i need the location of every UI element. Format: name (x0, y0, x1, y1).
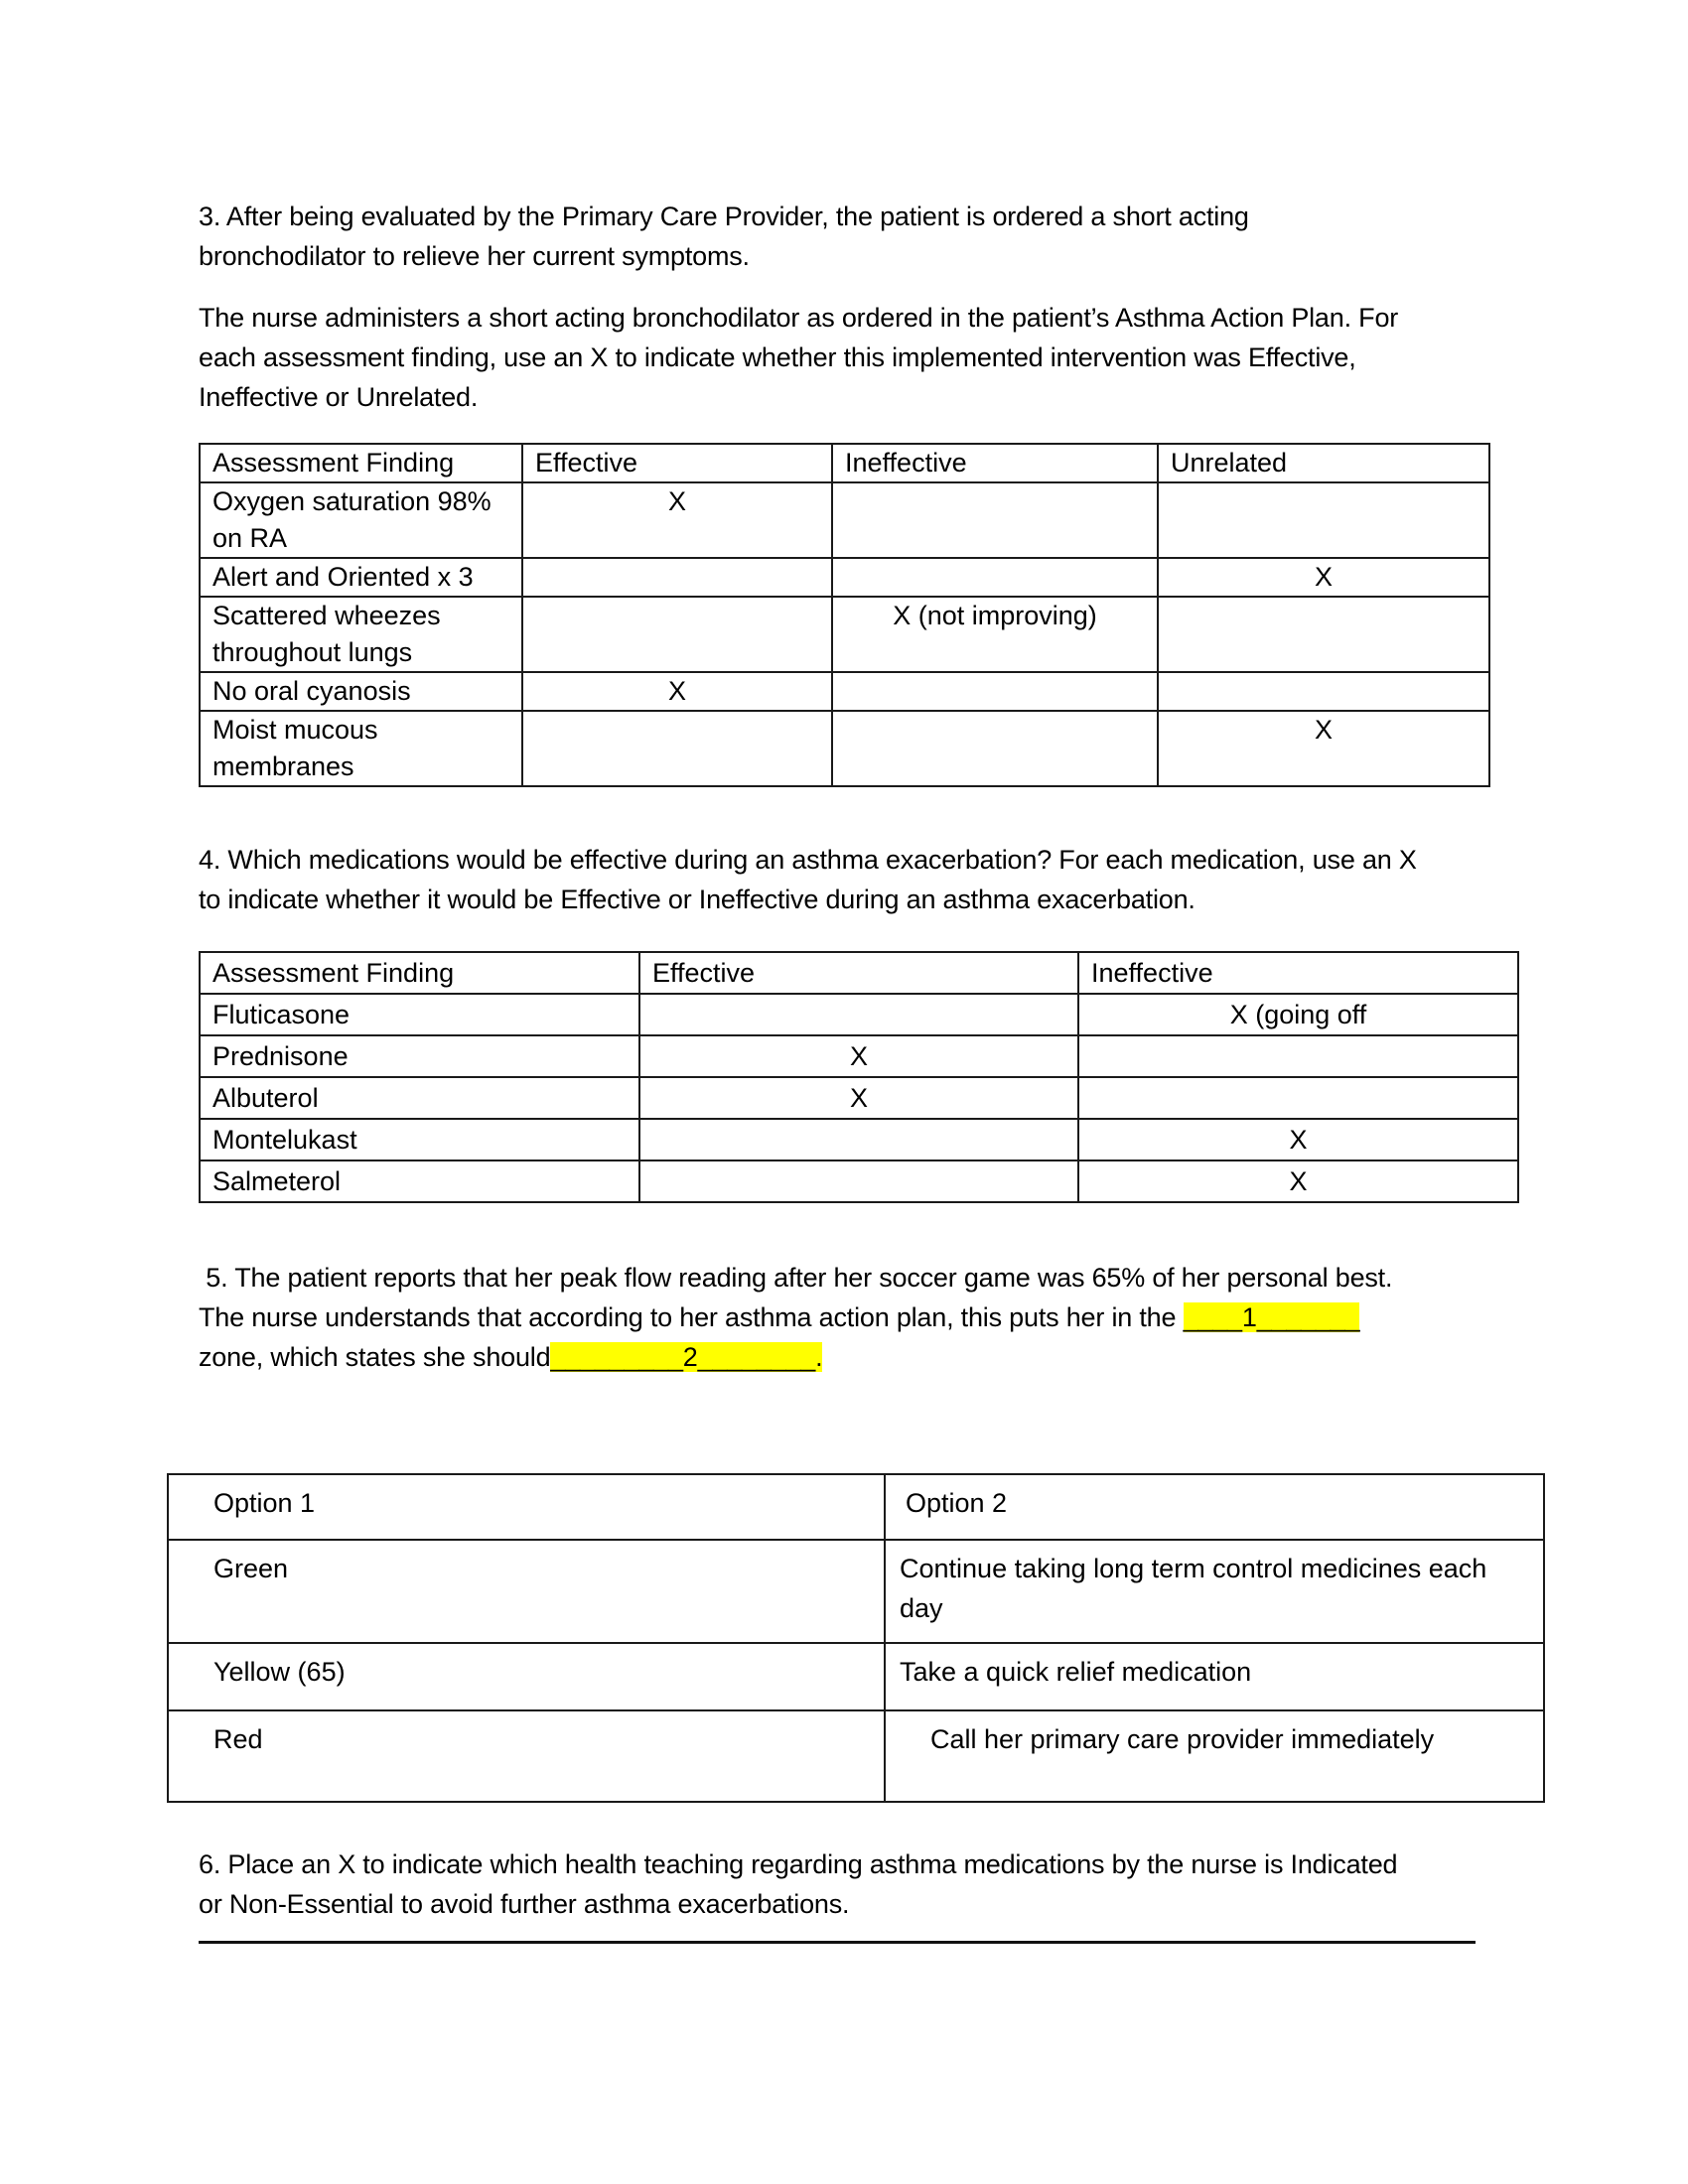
q4-line-2: to indicate whether it would be Effective or Ineffective during an asthma exacerbation. (199, 885, 1196, 914)
header-option-1: Option 1 (168, 1474, 885, 1540)
question-5-prompt (199, 1258, 1509, 1377)
unrelated-cell[interactable] (1158, 482, 1489, 558)
ineffective-cell[interactable] (832, 558, 1158, 597)
header-unrelated: Unrelated (1158, 444, 1489, 482)
table-row (200, 482, 1489, 558)
table-row (200, 1119, 1518, 1160)
ineffective-cell[interactable] (832, 711, 1158, 786)
ineffective-cell[interactable] (1078, 1077, 1518, 1119)
finding-cell: Scattered wheezes throughout lungs (200, 597, 522, 672)
table-row (200, 558, 1489, 597)
question-4-prompt (199, 840, 1509, 919)
unrelated-cell[interactable] (1158, 597, 1489, 672)
q4-line-1: 4. Which medications would be effective during an asthma exacerbation? For each medication, use an X (199, 845, 1417, 875)
q5-line-2 (199, 1297, 1509, 1337)
table-row (200, 597, 1489, 672)
effective-cell[interactable] (639, 1160, 1078, 1202)
option-1-cell[interactable]: Red (168, 1710, 885, 1802)
table-row (168, 1540, 1544, 1643)
effective-cell[interactable]: X (639, 1035, 1078, 1077)
question-3-prompt (199, 197, 1509, 276)
header-assessment-finding: Assessment Finding (200, 952, 639, 994)
ineffective-cell[interactable] (832, 482, 1158, 558)
medication-cell: Salmeterol (200, 1160, 639, 1202)
question-3-instructions (199, 298, 1509, 417)
finding-cell: No oral cyanosis (200, 672, 522, 711)
table-row (168, 1643, 1544, 1710)
medication-table (199, 951, 1519, 1203)
option-2-cell[interactable]: Take a quick relief medication (885, 1643, 1544, 1710)
table-row (200, 1035, 1518, 1077)
table-row (200, 1160, 1518, 1202)
header-effective: Effective (522, 444, 832, 482)
q3-instr-3: Ineffective or Unrelated. (199, 382, 479, 412)
q6-line-2: or Non-Essential to avoid further asthma exacerbations. (199, 1889, 850, 1919)
table-header-row (168, 1474, 1544, 1540)
q5-line-3 (199, 1337, 1509, 1377)
header-ineffective: Ineffective (832, 444, 1158, 482)
finding-cell: Moist mucous membranes (200, 711, 522, 786)
unrelated-cell[interactable] (1158, 672, 1489, 711)
table-row (200, 994, 1518, 1035)
header-assessment-finding: Assessment Finding (200, 444, 522, 482)
blank-1-highlight[interactable]: ____1_______ (1183, 1302, 1360, 1332)
unrelated-cell[interactable]: X (1158, 711, 1489, 786)
effective-cell[interactable] (639, 994, 1078, 1035)
effective-cell[interactable] (522, 558, 832, 597)
table-row (200, 672, 1489, 711)
q3-line-2: bronchodilator to relieve her current symptoms. (199, 241, 750, 271)
header-option-2: Option 2 (885, 1474, 1544, 1540)
effective-cell[interactable]: X (639, 1077, 1078, 1119)
effective-cell[interactable] (639, 1119, 1078, 1160)
option-2-cell[interactable]: Call her primary care provider immediately (885, 1710, 1544, 1802)
blank-2-highlight[interactable]: _________2________. (550, 1342, 823, 1372)
table-row (168, 1710, 1544, 1802)
options-table (167, 1473, 1545, 1803)
q3-instr-1: The nurse administers a short acting bronchodilator as ordered in the patient’s Asthma Action Plan. For (199, 303, 1399, 333)
ineffective-cell[interactable]: X (1078, 1119, 1518, 1160)
effective-cell[interactable] (522, 711, 832, 786)
q6-line-1: 6. Place an X to indicate which health teaching regarding asthma medications by the nurse is Indicated (199, 1849, 1398, 1879)
finding-cell: Alert and Oriented x 3 (200, 558, 522, 597)
q5-line-1: 5. The patient reports that her peak flow reading after her soccer game was 65% of her personal best. (199, 1263, 1393, 1293)
table-header-row (200, 952, 1518, 994)
header-effective: Effective (639, 952, 1078, 994)
option-1-cell[interactable]: Yellow (65) (168, 1643, 885, 1710)
option-2-cell[interactable]: Continue taking long term control medicines each day (885, 1540, 1544, 1643)
medication-cell: Albuterol (200, 1077, 639, 1119)
effective-cell[interactable]: X (522, 482, 832, 558)
ineffective-cell[interactable]: X (going off (1078, 994, 1518, 1035)
unrelated-cell[interactable]: X (1158, 558, 1489, 597)
ineffective-cell[interactable] (1078, 1035, 1518, 1077)
effective-cell[interactable]: X (522, 672, 832, 711)
q3-line-1: 3. After being evaluated by the Primary Care Provider, the patient is ordered a short acting (199, 202, 1249, 231)
finding-cell: Oxygen saturation 98% on RA (200, 482, 522, 558)
q3-instr-2: each assessment finding, use an X to indicate whether this implemented intervention was Effective, (199, 342, 1356, 372)
table-row (200, 1077, 1518, 1119)
ineffective-cell[interactable]: X (not improving) (832, 597, 1158, 672)
table-row (200, 711, 1489, 786)
option-1-cell[interactable]: Green (168, 1540, 885, 1643)
question-6-prompt (199, 1844, 1509, 1924)
medication-cell: Prednisone (200, 1035, 639, 1077)
table-header-row (200, 444, 1489, 482)
horizontal-rule (199, 1941, 1476, 1944)
medication-cell: Fluticasone (200, 994, 639, 1035)
effective-cell[interactable] (522, 597, 832, 672)
assessment-table (199, 443, 1490, 787)
q5-line-2-text: The nurse understands that according to her asthma action plan, this puts her in the (199, 1302, 1184, 1332)
ineffective-cell[interactable] (832, 672, 1158, 711)
q5-line-3-text: zone, which states she should (199, 1342, 551, 1372)
medication-cell: Montelukast (200, 1119, 639, 1160)
header-ineffective: Ineffective (1078, 952, 1518, 994)
ineffective-cell[interactable]: X (1078, 1160, 1518, 1202)
